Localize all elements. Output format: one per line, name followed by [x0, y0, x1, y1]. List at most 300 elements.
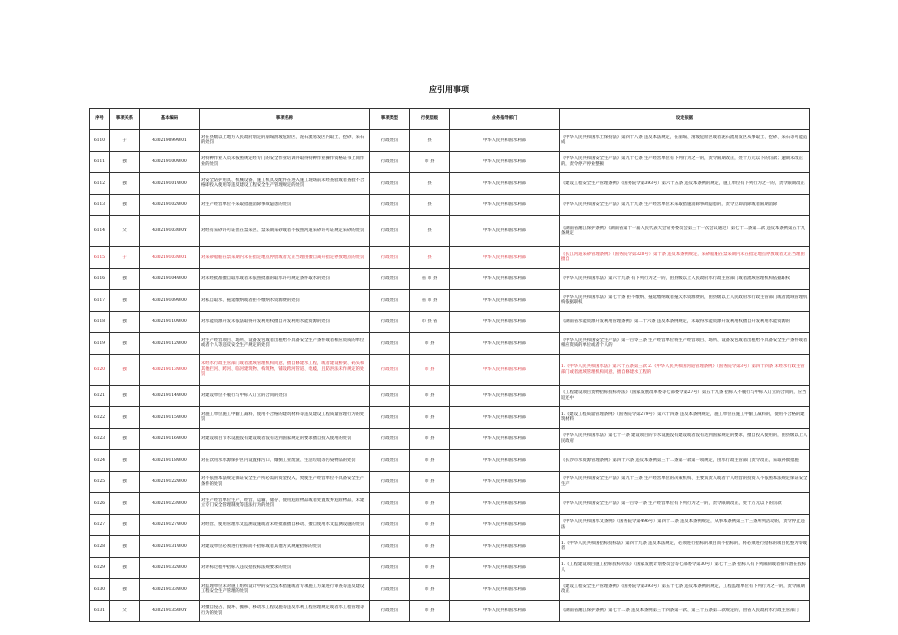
- cell-name: [200, 311, 370, 333]
- cell-basis: [560, 600, 810, 622]
- cell-dept: [450, 151, 560, 173]
- cell-no-text: 6121: [94, 393, 105, 399]
- table-row: [90, 407, 810, 429]
- table-row: [90, 600, 810, 622]
- cell-type: [370, 290, 410, 312]
- cell-basis-text: 1.《中华人民共和国招标投标法》第四十九条 违反本法规定，必须进行招标的项目而不招标的，将必须进行招标的项目化整为零或者: [561, 540, 808, 552]
- cell-dept-text: 中华人民共和国水利部: [483, 457, 526, 463]
- cell-code-text: 430219110W00: [152, 319, 187, 325]
- cell-no-text: 6112: [94, 180, 105, 186]
- cell-name-text: 对安全防护用具、机械设备、施工机具及配件在进入施工现场前未经查验或者查验不合格即投入使用等违反建设工程安全生产管理规定的处罚: [201, 177, 365, 189]
- table-row: [90, 471, 810, 493]
- cell-relation: [110, 557, 140, 579]
- cell-type-text: 行政处罚: [380, 254, 399, 260]
- cell-name: [200, 354, 370, 385]
- cell-relation: [110, 333, 140, 355]
- cell-type: [370, 536, 410, 558]
- cell-basis: [560, 450, 810, 472]
- cell-type-text: 行政处罚: [380, 159, 399, 165]
- cell-name-text: 对监理单位未对施工组织设计中的安全技术措施或者专项施工方案进行审查等违反建设工程安全生产管理的处罚: [201, 583, 365, 595]
- cell-no-text: 6120: [94, 366, 105, 372]
- cell-type: [370, 471, 410, 493]
- cell-code-text: 430219101W00: [152, 180, 187, 186]
- cell-code: [140, 514, 200, 536]
- cell-name: [200, 493, 370, 515]
- cell-relation: [110, 514, 140, 536]
- cell-basis-text: 《湖南省水能资源开发利用管理条例》第二十六条 违反本条例规定，未取得水能资源开发利用权擅自开发利用水能资源的: [561, 319, 791, 325]
- cell-relation: [110, 428, 140, 450]
- cell-dept: [450, 428, 560, 450]
- cell-name: [200, 407, 370, 429]
- cell-name-text: 对特种作业人员未按照规定经专门的安全作业培训并取得特种作业操作资格证书上岗作业的处罚: [201, 156, 365, 167]
- cell-dept-text: 中华人民共和国水利部: [483, 159, 526, 165]
- cell-name: [200, 536, 370, 558]
- header-name: 事项名称: [200, 109, 370, 130]
- cell-name-text: 对施工单位施工中偷工减料，使用不合格的建筑材料等违反建设工程质量管理行为的处罚: [201, 411, 365, 423]
- cell-no: [90, 290, 110, 312]
- cell-no: [90, 514, 110, 536]
- cell-code: [140, 493, 200, 515]
- page-title: 应引用事项: [429, 85, 469, 94]
- cell-name: [200, 471, 370, 493]
- cell-dept-text: 中华人民共和国水利部: [483, 479, 526, 485]
- cell-relation-text: 独: [122, 500, 127, 506]
- cell-code: [140, 268, 200, 290]
- cell-basis-text: 《中华人民共和国水法》第七十一条 建设项目的节水设施没有建设或者没有达到国家规定的要求，擅自投入使用的，由县级以上人民政府: [561, 433, 808, 444]
- cell-name: [200, 173, 370, 195]
- cell-relation: [110, 579, 140, 601]
- cell-type: [370, 173, 410, 195]
- cell-relation-text: 独: [122, 479, 127, 485]
- cell-level: [410, 311, 450, 333]
- cell-basis: [560, 247, 810, 269]
- cell-no-text: 6111: [94, 159, 105, 165]
- cell-type-text: 行政处罚: [380, 202, 399, 208]
- cell-name-text: 对经有采砂许可证但在禁采区、禁采期采砂或者不按照河道采砂许可证规定采砂的处罚: [201, 228, 365, 234]
- cell-name-text: 对在饮用水水源保护区内设置排污口、倾倒工业废渣、生活垃圾等污染物品的处罚: [201, 457, 356, 463]
- cell-basis-text: 《中华人民共和国安全生产法》第一百零三条 生产经营单位将生产经营项目、场所、设备发包或者出租给不具备安全生产条件或者相应资质的单位或者个人的: [561, 337, 808, 349]
- cell-dept: [450, 514, 560, 536]
- cell-type: [370, 450, 410, 472]
- cell-no: [90, 450, 110, 472]
- header-code: 基本编码: [140, 109, 200, 130]
- cell-type: [370, 407, 410, 429]
- cell-no-text: 6127: [94, 522, 105, 528]
- cell-relation-text: 子: [122, 137, 127, 143]
- cell-level: [410, 333, 450, 355]
- cell-basis-text: 1.《中华人民共和国水法》第六十五条第三款 2.《中华人民共和国河道管理条例》（国务院令第3号）第四十四条 未经水行政主管部门或者流域管理机构同意，擅自修建水工程的: [561, 364, 805, 375]
- cell-type-text: 行政处罚: [380, 366, 399, 372]
- cell-name-text: 对不依照本法规定保证安全生产所必需的资金投入，致使生产经营单位不具备安全生产条件的处罚: [201, 476, 365, 487]
- cell-dept: [450, 579, 560, 601]
- cell-level-text: 省 市 县: [421, 297, 438, 303]
- cell-no-text: 6131: [94, 608, 105, 614]
- cell-basis-text: 《建设工程安全生产管理条例》（国务院令第393号）第五十七条 违反本条例的规定，工程监理单位有下列行为之一的，责令限期改正: [561, 583, 805, 595]
- cell-code: [140, 311, 200, 333]
- cell-type: [370, 268, 410, 290]
- cell-no: [90, 247, 110, 269]
- cell-type: [370, 493, 410, 515]
- cell-code-text: 430219127W00: [152, 522, 187, 528]
- cell-name-text: 对采砂船舶在禁采期内未在指定地点停放或者无正当理由擅自离开指定停放地点的处罚: [201, 254, 365, 260]
- cell-no: [90, 536, 110, 558]
- cell-no: [90, 151, 110, 173]
- cell-name: [200, 130, 370, 152]
- cell-no: [90, 407, 110, 429]
- cell-name: [200, 428, 370, 450]
- cell-level-text: 省 市 县: [421, 276, 438, 282]
- cell-no: [90, 557, 110, 579]
- cell-level: [410, 450, 450, 472]
- cell-dept: [450, 471, 560, 493]
- cell-dept: [450, 268, 560, 290]
- cell-no-text: 6122: [94, 414, 105, 420]
- table-row: [90, 173, 810, 195]
- header-level: 行使层级: [410, 109, 450, 130]
- header-no: 序号: [90, 109, 110, 130]
- cell-code-text: 430219135W0Y: [152, 608, 187, 614]
- cell-type-text: 行政处罚: [380, 319, 399, 325]
- table-header-row: [90, 109, 810, 130]
- table-row: [90, 333, 810, 355]
- cell-relation: [110, 173, 140, 195]
- cell-code: [140, 130, 200, 152]
- cell-name: [200, 333, 370, 355]
- cell-relation: [110, 471, 140, 493]
- cell-type: [370, 600, 410, 622]
- cell-level-text: 市 县: [424, 522, 435, 528]
- header-dept: 业务指导部门: [450, 109, 560, 130]
- cell-code: [140, 151, 200, 173]
- cell-code-text: 430219133W00: [152, 586, 187, 592]
- cell-no: [90, 173, 110, 195]
- cell-no: [90, 354, 110, 385]
- cell-no: [90, 216, 110, 247]
- cell-name-text: 对生产经营单位不采取措施消除事故隐患的处罚: [201, 202, 292, 208]
- cell-name: [200, 216, 370, 247]
- cell-relation-text: 独: [122, 319, 127, 325]
- cell-relation-text: 独: [122, 414, 127, 420]
- cell-level: [410, 247, 450, 269]
- cell-dept-text: 中华人民共和国水利部: [483, 202, 526, 208]
- cell-no: [90, 471, 110, 493]
- cell-name-text: 对私自取水、拖延缴纳或者拒不缴纳水资源费的处罚: [201, 297, 300, 303]
- cell-relation: [110, 536, 140, 558]
- cell-relation: [110, 600, 140, 622]
- cell-code-text: 430219132W00: [152, 565, 187, 571]
- cell-relation: [110, 385, 140, 407]
- cell-level: [410, 290, 450, 312]
- cell-basis: [560, 151, 810, 173]
- cell-type-text: 行政处罚: [380, 393, 399, 399]
- cell-relation: [110, 407, 140, 429]
- cell-code-text: 430219104W00: [152, 276, 187, 282]
- cell-no-text: 6124: [94, 457, 105, 463]
- cell-basis: [560, 311, 810, 333]
- cell-relation-text: 独: [122, 522, 127, 528]
- cell-level-text: 县: [427, 180, 432, 186]
- cell-code-text: 430219109W00: [152, 297, 187, 303]
- cell-dept: [450, 216, 560, 247]
- cell-code: [140, 385, 200, 407]
- cell-relation: [110, 493, 140, 515]
- cell-dept-text: 中华人民共和国水利部: [483, 319, 526, 325]
- cell-type: [370, 579, 410, 601]
- cell-relation-text: 子: [122, 254, 127, 260]
- cell-level-text: 市 县: [424, 393, 435, 399]
- cell-relation-text: 独: [122, 180, 127, 186]
- cell-no-text: 6117: [94, 297, 105, 303]
- cell-type-text: 行政处罚: [380, 457, 399, 463]
- cell-level-text: 市 县: [424, 414, 435, 420]
- cell-dept: [450, 557, 560, 579]
- cell-level: [410, 130, 450, 152]
- cell-dept: [450, 493, 560, 515]
- cell-level-text: 市 县: [424, 500, 435, 506]
- cell-code-text: 430219116W00: [152, 436, 187, 442]
- cell-code: [140, 407, 200, 429]
- cell-code: [140, 428, 200, 450]
- cell-basis-text: 1.《建设工程质量管理条例》（国务院令第279号）第六十四条 违反本条例规定，施工单位在施工中偷工减料的，使用不合格的建筑材料: [561, 411, 805, 423]
- cell-dept-text: 中华人民共和国水利部: [483, 522, 526, 528]
- cell-type-text: 行政处罚: [380, 479, 399, 485]
- cell-name: [200, 450, 370, 472]
- header-relation: 事项关系: [110, 109, 140, 130]
- cell-dept-text: 中华人民共和国水利部: [483, 254, 526, 260]
- cell-dept-text: 中华人民共和国水利部: [483, 137, 526, 143]
- cell-basis: [560, 194, 810, 216]
- cell-relation: [110, 311, 140, 333]
- cell-no: [90, 428, 110, 450]
- cell-level-text: 市 县 省: [421, 319, 438, 325]
- cell-no: [90, 333, 110, 355]
- cell-basis: [560, 216, 810, 247]
- cell-relation-text: 独: [122, 340, 127, 346]
- cell-type: [370, 247, 410, 269]
- table-row: [90, 354, 810, 385]
- cell-no-text: 6125: [94, 479, 105, 485]
- cell-name-text: 对建设单位不履行与中标人订立的合同的处罚: [201, 393, 287, 399]
- cell-relation: [110, 268, 140, 290]
- cell-basis: [560, 268, 810, 290]
- cell-basis: [560, 428, 810, 450]
- cell-type: [370, 385, 410, 407]
- cell-level-text: 县: [427, 228, 432, 234]
- cell-type-text: 行政处罚: [380, 608, 399, 614]
- cell-dept: [450, 311, 560, 333]
- table-row: [90, 130, 810, 152]
- cell-level: [410, 194, 450, 216]
- cell-basis-text: 《中华人民共和国安全生产法》第九十七条 生产经营单位有下列行为之一的，责令限期改正，处十万元以下的罚款；逾期未改正的，责令停产停业整顿: [561, 156, 803, 167]
- matters-table: [89, 108, 810, 622]
- cell-type-text: 行政处罚: [380, 137, 399, 143]
- cell-name-text: 对生产经营单位生产、经营、运输、储存、使用危险物品或者处置废弃危险物品，未建立专门安全管理制度等违法行为的处罚: [201, 497, 365, 509]
- cell-no-text: 6110: [94, 137, 105, 143]
- cell-level-text: 县: [427, 137, 432, 143]
- table-row: [90, 514, 810, 536]
- cell-basis-text: 《长江河道采砂管理条例》（国务院令第320号）第十条 违反本条例规定，采砂船舶在禁采期内未在指定地点停放或者无正当理由擅自: [561, 251, 805, 263]
- cell-basis: [560, 385, 810, 407]
- cell-dept: [450, 247, 560, 269]
- cell-relation: [110, 354, 140, 385]
- cell-dept-text: 中华人民共和国水利部: [483, 414, 526, 420]
- cell-basis-text: 《中华人民共和国水法》第六十九条 有下列行为之一的，由县级以上人民政府水行政主管部门或者流域管理机构依据职权: [561, 276, 791, 282]
- cell-level: [410, 216, 450, 247]
- cell-no-text: 6115: [94, 254, 105, 260]
- cell-name: [200, 579, 370, 601]
- cell-basis-text: 《建设工程安全生产管理条例》（国务院令第393号）第六十五条 违反本条例的规定，施工单位有下列行为之一的，责令限期改正: [561, 180, 805, 186]
- cell-basis-text: 《湖南省湘江保护条例》第七十二条 违反本条例第三十四条第一款、第三十五条第二款规定的，由省人民政府水行政主管部门: [561, 608, 799, 614]
- cell-basis-text: 《工程建设项目货物招标投标办法》（国家发展改革委等七部委令第27号）第五十九条 招标人不履行与中标人订立的合同的，应当返还中: [561, 390, 807, 401]
- cell-code: [140, 333, 200, 355]
- cell-no-text: 6118: [94, 319, 105, 325]
- cell-no: [90, 385, 110, 407]
- cell-code-text: 430219103W0Y: [152, 228, 187, 234]
- cell-dept: [450, 194, 560, 216]
- cell-no: [90, 493, 110, 515]
- cell-dept: [450, 290, 560, 312]
- cell-relation-text: 独: [122, 543, 127, 549]
- table-row: [90, 290, 810, 312]
- cell-name-text: 对经营、使用管理水文监测设施或者未经批准擅自移动、擅自使用水文监测设施的处罚: [201, 522, 365, 528]
- cell-dept: [450, 385, 560, 407]
- cell-type: [370, 130, 410, 152]
- cell-basis-text: 《湖南省湘江保护条例》（湖南省第十一届人民代表大会常务委员会第三十一次会议通过）第七十二条第二款 违反本条例第五十九条规定: [561, 225, 806, 236]
- cell-relation-text: 独: [122, 586, 127, 592]
- cell-dept: [450, 600, 560, 622]
- cell-level: [410, 407, 450, 429]
- cell-code-text: 430219112W00: [152, 340, 187, 346]
- cell-relation-text: 独: [122, 393, 127, 399]
- cell-level: [410, 268, 450, 290]
- cell-type-text: 行政处罚: [380, 565, 399, 571]
- cell-type: [370, 557, 410, 579]
- cell-level-text: 市 县: [424, 366, 435, 372]
- cell-relation: [110, 194, 140, 216]
- cell-code-text: 430219102W00: [152, 202, 187, 208]
- cell-name: [200, 247, 370, 269]
- cell-dept-text: 中华人民共和国水利部: [483, 543, 526, 549]
- cell-basis-text: 《长沙市水资源管理条例》第四十六条 违反本条例第三十二条第一款第一项规定，由水行政主管部门责令改正，采取补救措施: [561, 457, 799, 463]
- cell-basis: [560, 333, 810, 355]
- cell-type: [370, 151, 410, 173]
- cell-code-text: 430219103W01: [152, 254, 187, 260]
- cell-dept-text: 中华人民共和国水利部: [483, 180, 526, 186]
- cell-basis: [560, 471, 810, 493]
- cell-dept-text: 中华人民共和国水利部: [483, 276, 526, 282]
- cell-no-text: 6123: [94, 436, 105, 442]
- cell-dept-text: 中华人民共和国水利部: [483, 565, 526, 571]
- cell-dept-text: 中华人民共和国水利部: [483, 608, 526, 614]
- cell-basis-text: 《中华人民共和国安全生产法》第九十三条 生产经营单位的决策机构、主要负责人或者个人经营的投资人不依照本法规定保证安全生产: [561, 476, 808, 487]
- cell-relation: [110, 216, 140, 247]
- cell-code: [140, 173, 200, 195]
- cell-dept-text: 中华人民共和国水利部: [483, 500, 526, 506]
- cell-dept-text: 中华人民共和国水利部: [483, 586, 526, 592]
- table-row: [90, 385, 810, 407]
- cell-name-text: 对未经批准擅自取水或者未依照批准的取水许可规定条件取水的处罚: [201, 276, 330, 282]
- cell-name: [200, 290, 370, 312]
- cell-type: [370, 428, 410, 450]
- cell-code: [140, 471, 200, 493]
- cell-basis: [560, 407, 810, 429]
- cell-basis-text: 《中华人民共和国水文条例》（国务院令第496号）第四十二条 违反本条例规定，从事本条例第三十三条所列活动的，责令停止违法: [561, 519, 805, 530]
- cell-dept-text: 中华人民共和国水利部: [483, 393, 526, 399]
- cell-relation: [110, 247, 140, 269]
- cell-name-text: 对擅自侵占、毁坏、搬移、移动水工程设施等违反水利工程管理规定或者水工程管理等行为的处罚: [201, 605, 365, 616]
- cell-relation-text: 父: [122, 228, 127, 234]
- cell-code: [140, 216, 200, 247]
- cell-level: [410, 173, 450, 195]
- cell-level-text: 市 县: [424, 436, 435, 442]
- table-row: [90, 194, 810, 216]
- cell-no-text: 6129: [94, 565, 105, 571]
- cell-basis: [560, 579, 810, 601]
- cell-basis: [560, 173, 810, 195]
- cell-level-text: 市 县: [424, 479, 435, 485]
- cell-dept-text: 中华人民共和国水利部: [483, 297, 526, 303]
- cell-relation-text: 独: [122, 276, 127, 282]
- table-row: [90, 268, 810, 290]
- cell-no-text: 6128: [94, 543, 105, 549]
- cell-relation: [110, 151, 140, 173]
- cell-dept: [450, 130, 560, 152]
- cell-type: [370, 514, 410, 536]
- cell-code-text: 430219100W00: [152, 159, 187, 165]
- cell-level-text: 市 县: [424, 586, 435, 592]
- cell-relation-text: 独: [122, 565, 127, 571]
- cell-name-text: 未经水行政主管部门或者流域管理机构同意，擅自修建水工程，或者建设桥梁、码头和其他拦河、跨河、临河建筑物、构筑物，铺设跨河管道、电缆，且防洪法未作规定的处罚: [201, 361, 365, 378]
- cell-level: [410, 151, 450, 173]
- cell-code: [140, 557, 200, 579]
- header-basis: 设定依据: [560, 109, 810, 130]
- cell-level-text: 市 县: [424, 565, 435, 571]
- cell-no-text: 6114: [94, 228, 105, 234]
- cell-level: [410, 600, 450, 622]
- cell-type-text: 行政处罚: [380, 340, 399, 346]
- cell-type: [370, 194, 410, 216]
- table-row: [90, 536, 810, 558]
- table-row: [90, 579, 810, 601]
- cell-code: [140, 536, 200, 558]
- cell-no-text: 6113: [94, 202, 105, 208]
- cell-dept: [450, 450, 560, 472]
- cell-basis-text: 《中华人民共和国安全生产法》第九十九条 生产经营单位未采取措施消除事故隐患的，责令立即消除或者限期消除: [561, 202, 778, 208]
- cell-name-text: 对评标过程中招标人违反招投标法规要求的处罚: [201, 565, 292, 571]
- cell-type-text: 行政处罚: [380, 180, 399, 186]
- cell-level-text: 县: [427, 202, 432, 208]
- cell-relation: [110, 450, 140, 472]
- cell-level-text: 市 县: [424, 608, 435, 614]
- cell-type-text: 行政处罚: [380, 436, 399, 442]
- cell-relation-text: 独: [122, 366, 127, 372]
- cell-level: [410, 514, 450, 536]
- cell-type: [370, 216, 410, 247]
- cell-relation-text: 独: [122, 159, 127, 165]
- cell-code: [140, 194, 200, 216]
- cell-relation-text: 独: [122, 297, 127, 303]
- cell-no-text: 6126: [94, 500, 105, 506]
- cell-no: [90, 600, 110, 622]
- cell-no-text: 6130: [94, 586, 105, 592]
- table-row: [90, 151, 810, 173]
- cell-level-text: 市 县: [424, 340, 435, 346]
- cell-name: [200, 268, 370, 290]
- cell-code-text: 430219118W00: [152, 457, 187, 463]
- cell-no: [90, 130, 110, 152]
- cell-basis-text: 1.《工程建设项目施工招标投标办法》（国家发展计划委员会等七部委令第30号）第七十三条 招标人有下列限制或者排斥潜在投标人: [561, 562, 807, 573]
- header-type: 事项类型: [370, 109, 410, 130]
